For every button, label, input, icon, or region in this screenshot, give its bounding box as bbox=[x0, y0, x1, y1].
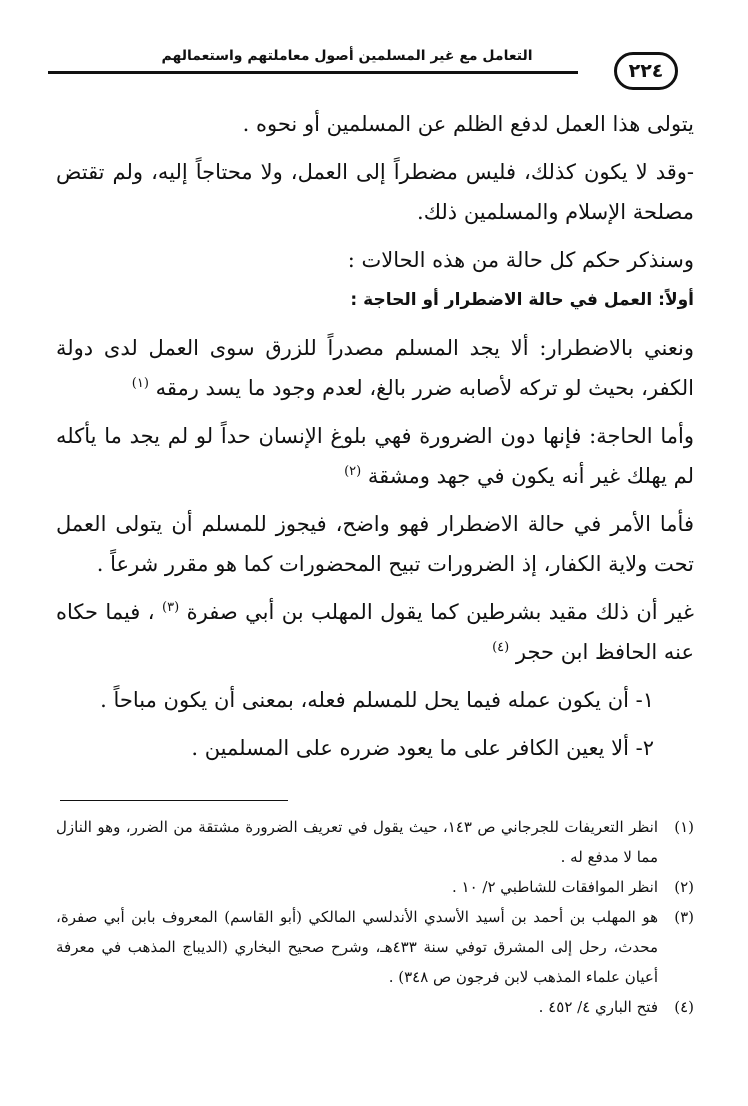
footnote-number: (٣) bbox=[674, 908, 694, 926]
running-title: التعامل مع غير المسلمين أصول معاملتهم واستعمالهم bbox=[161, 48, 533, 64]
footnote-text: هو المهلب بن أحمد بن أسيد الأسدي الأندلسي المالكي (أبو القاسم) المعروف بابن أبي صفرة، محدث، رحل إلى المشرق توفي سنة ٤٣٣هـ، وشرح صحيح البخاري (الديباج المذهب في معرفة أعيان علماء المذهب لابن فرجون ص ٣٤٨) . bbox=[56, 908, 658, 986]
footnote-4 bbox=[56, 992, 694, 1022]
paragraph-2: -وقد لا يكون كذلك، فليس مضطراً إلى العمل، ولا محتاجاً إليه، ولم تقتض مصلحة الإسلام والمسلمين ذلك. bbox=[56, 160, 694, 224]
footnote-1 bbox=[56, 812, 694, 872]
footnote-number: (٢) bbox=[674, 878, 694, 896]
paragraph-5 bbox=[56, 416, 694, 496]
footnote-2 bbox=[56, 872, 694, 902]
footnote-text: انظر التعريفات للجرجاني ص ١٤٣، حيث يقول في تعريف الضرورة مشتقة من الضرر، وهو النازل مما لا مدفع له . bbox=[56, 818, 658, 866]
page-header bbox=[48, 44, 696, 100]
paragraph-4 bbox=[56, 328, 694, 408]
list-item-1: ١- أن يكون عمله فيما يحل للمسلم فعله، بمعنى أن يكون مباحاً . bbox=[100, 688, 654, 712]
footnote-separator bbox=[60, 800, 288, 801]
footnote-ref-3[interactable]: (٣) bbox=[162, 600, 180, 615]
footnote-text: فتح الباري ٤/ ٤٥٢ . bbox=[538, 998, 658, 1016]
paragraph-1: يتولى هذا العمل لدفع الظلم عن المسلمين أو نحوه . bbox=[242, 112, 694, 136]
paragraph-3: وسنذكر حكم كل حالة من هذه الحالات : bbox=[347, 248, 694, 272]
list-item-2: ٢- ألا يعين الكافر على ما يعود ضرره على المسلمين . bbox=[191, 736, 654, 760]
footnote-ref-1[interactable]: (١) bbox=[131, 376, 149, 391]
footnote-ref-2[interactable]: (٢) bbox=[344, 464, 362, 479]
paragraph-7-text-b: ، فيما حكاه عنه الحافظ ابن حجر bbox=[56, 600, 694, 664]
main-text bbox=[56, 104, 694, 776]
footnote-number: (٤) bbox=[674, 998, 694, 1016]
footnote-number: (١) bbox=[674, 818, 694, 836]
paragraph-5-text: وأما الحاجة: فإنها دون الضرورة فهي بلوغ الإنسان حداً لو لم يجد ما يأكله لم يهلك غير أنه يكون في جهد ومشقة bbox=[56, 424, 694, 488]
footnote-text: انظر الموافقات للشاطبي ٢/ ١٠ . bbox=[451, 878, 658, 896]
paragraph-7-text-a: غير أن ذلك مقيد بشرطين كما يقول المهلب بن أبي صفرة bbox=[186, 600, 694, 624]
footnote-3 bbox=[56, 902, 694, 992]
paragraph-6: فأما الأمر في حالة الاضطرار فهو واضح، فيجوز للمسلم أن يتولى العمل تحت ولاية الكفار، إذ الضرورات تبيح المحضورات كما هو مقرر شرعاً . bbox=[56, 512, 694, 576]
header-rule bbox=[48, 71, 578, 74]
footnotes bbox=[56, 812, 694, 1022]
section-heading: أولاً: العمل في حالة الاضطرار أو الحاجة : bbox=[350, 290, 694, 310]
page-number: ٢٢٤ bbox=[614, 52, 678, 90]
footnote-ref-4[interactable]: (٤) bbox=[492, 640, 510, 655]
paragraph-4-text: ونعني بالاضطرار: ألا يجد المسلم مصدراً للزرق سوى العمل لدى دولة الكفر، بحيث لو تركه لأصابه ضرر بالغ، لعدم وجود ما يسد رمقه bbox=[56, 336, 694, 400]
paragraph-7 bbox=[56, 592, 694, 672]
